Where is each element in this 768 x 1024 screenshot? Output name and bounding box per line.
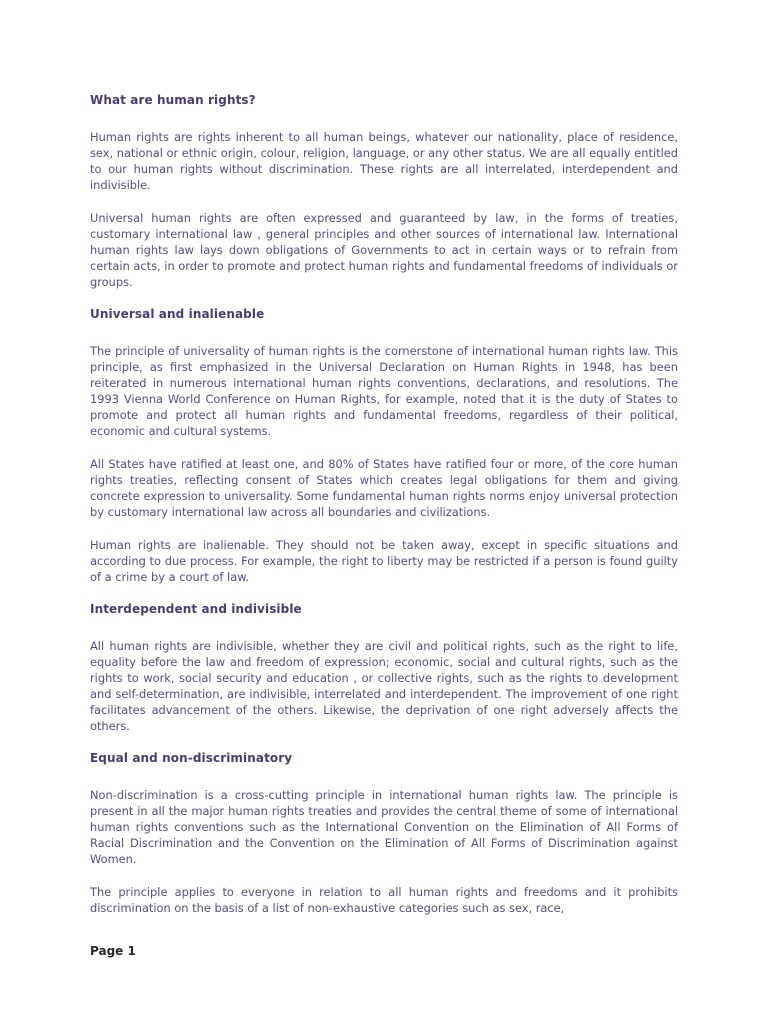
section-heading: Universal and inalienable [90,307,265,321]
section-heading: Interdependent and indivisible [90,602,302,616]
document-body [90,93,678,933]
paragraph: Non-discrimination is a cross-cutting principle in international human rights law. The principle is present in all the major human rights treaties and provides the central theme of some of international human rights conventions such as the International Convention on the Elimination of All Forms of Racial Discrimination and the Convention on the Elimination of All Forms of Discrimination against Women. [90,788,678,866]
paragraph: The principle applies to everyone in relation to all human rights and freedoms and it prohibits discrimination on the basis of a list of non-exhaustive categories such as sex, race, [90,885,678,915]
section-heading: Equal and non-discriminatory [90,751,293,765]
paragraph: All States have ratified at least one, and 80% of States have ratified four or more, of the core human rights treaties, reflecting consent of States which creates legal obligations for them and giving concrete expression to universality. Some fundamental human rights norms enjoy universal protection by customary international law across all boundaries and civilizations. [90,457,678,519]
paragraph: The principle of universality of human rights is the cornerstone of international human rights law. This principle, as first emphasized in the Universal Declaration on Human Rights in 1948, has been reiterated in numerous international human rights conventions, declarations, and resolutions. The 1993 Vienna World Conference on Human Rights, for example, noted that it is the duty of States to promote and protect all human rights and fundamental freedoms, regardless of their political, economic and cultural systems. [90,344,678,438]
paragraph: All human rights are indivisible, whether they are civil and political rights, such as the right to life, equality before the law and freedom of expression; economic, social and cultural rights, such as the rights to work, social security and education , or collective rights, such as the rights to development and self-determination, are indivisible, interrelated and interdependent. The improvement of one right facilitates advancement of the others. Likewise, the deprivation of one right adversely affects the others. [90,639,678,733]
page-number: Page 1 [90,944,136,958]
section-heading: What are human rights? [90,93,256,107]
paragraph: Human rights are rights inherent to all human beings, whatever our nationality, place of residence, sex, national or ethnic origin, colour, religion, language, or any other status. We are all equally entitled to our human rights without discrimination. These rights are all interrelated, interdependent and indivisible. [90,130,678,192]
paragraph: Human rights are inalienable. They should not be taken away, except in specific situations and according to due process. For example, the right to liberty may be restricted if a person is found guilty of a crime by a court of law. [90,538,678,584]
paragraph: Universal human rights are often expressed and guaranteed by law, in the forms of treaties, customary international law , general principles and other sources of international law. International human rights law lays down obligations of Governments to act in certain ways or to refrain from certain acts, in order to promote and protect human rights and fundamental freedoms of individuals or groups. [90,211,678,289]
